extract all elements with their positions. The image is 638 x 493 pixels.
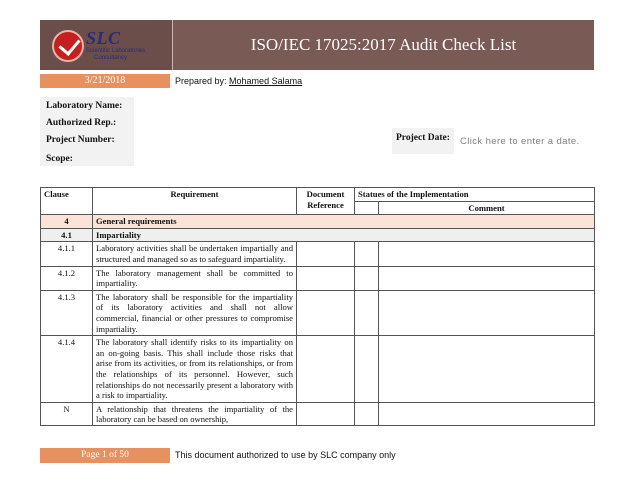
row-status[interactable] xyxy=(355,242,379,266)
table-row xyxy=(41,290,595,335)
project-date-field[interactable]: Click here to enter a date. xyxy=(460,136,580,147)
project-number-label: Project Number: xyxy=(46,135,115,145)
row-document-reference[interactable] xyxy=(297,242,355,266)
row-requirement: The laboratory shall identify risks to its impartiality on an on-going basis. This shall include those risks that arise from its activities, or from its relationships, or from the relationships of its personnel. However, such relationships do not necessarily present a laboratory with a risk to impartiality. xyxy=(93,336,297,403)
lab-info-labels xyxy=(40,97,134,166)
row-status[interactable] xyxy=(355,290,379,335)
row-clause: 4.1.3 xyxy=(41,290,93,335)
row-requirement: The laboratory shall be responsible for the impartiality of its laboratory activities and shall not allow commercial, financial or other pressures to compromise impartiality. xyxy=(93,290,297,335)
row-requirement xyxy=(93,402,297,425)
status-header: Statues of the Implementation xyxy=(355,188,595,202)
audit-checklist-table xyxy=(40,187,595,426)
row-status[interactable] xyxy=(355,336,379,403)
check-seal-icon xyxy=(52,30,84,62)
row-status[interactable] xyxy=(355,402,379,425)
table-row xyxy=(41,242,595,266)
row-requirement: Laboratory activities shall be undertaken impartially and structured and managed so as to safeguard impartiality. xyxy=(93,242,297,266)
row-requirement-text: A relationship that threatens the impartiality of the laboratory can be based on ownership, xyxy=(96,403,293,424)
document-title: ISO/IEC 17025:2017 Audit Check List xyxy=(250,35,517,54)
table-header-row xyxy=(41,188,595,202)
row-clause: 4.1.2 xyxy=(41,266,93,290)
clause-header: Clause xyxy=(41,188,93,215)
document-reference-header: Document Reference xyxy=(297,188,355,215)
prepared-by: Prepared by: Mohamed Salama xyxy=(172,74,594,88)
logo-text: SLC xyxy=(86,28,121,48)
comment-header: Comment xyxy=(379,201,595,215)
document-date: 3/21/2018 xyxy=(40,74,170,88)
company-logo xyxy=(50,26,148,66)
row-clause: 4.1.4 xyxy=(41,336,93,403)
row-document-reference[interactable] xyxy=(297,290,355,335)
row-comment[interactable] xyxy=(379,242,595,266)
row-comment[interactable] xyxy=(379,266,595,290)
usage-notice: This document authorized to use by SLC company only xyxy=(172,448,594,463)
requirement-header: Requirement xyxy=(93,188,297,215)
section-title: General requirements xyxy=(93,215,595,229)
row-status[interactable] xyxy=(355,266,379,290)
subsection-row xyxy=(41,228,595,242)
page-number: Page 1 of 50 xyxy=(40,448,170,463)
table-row xyxy=(41,266,595,290)
laboratory-name-label: Laboratory Name: xyxy=(46,101,123,111)
logo-subtitle: Scientific Laboratories Consultancy xyxy=(86,48,146,61)
row-comment[interactable] xyxy=(379,290,595,335)
subsection-title: Impartiality xyxy=(93,228,595,242)
row-comment[interactable] xyxy=(379,402,595,425)
section-clause: 4 xyxy=(41,215,93,229)
project-date-label: Project Date: xyxy=(392,128,454,154)
section-row xyxy=(41,215,595,229)
row-document-reference[interactable] xyxy=(297,266,355,290)
table-row xyxy=(41,336,595,403)
row-requirement: The laboratory management shall be committed to impartiality. xyxy=(93,266,297,290)
row-clause: N xyxy=(41,402,93,425)
prepared-by-name: Mohamed Salama xyxy=(229,76,303,86)
subsection-clause: 4.1 xyxy=(41,228,93,242)
status-cell-header xyxy=(355,201,379,215)
table-row xyxy=(41,402,595,425)
scope-label: Scope: xyxy=(46,154,73,164)
row-document-reference[interactable] xyxy=(297,336,355,403)
row-clause: 4.1.1 xyxy=(41,242,93,266)
authorized-rep-label: Authorized Rep.: xyxy=(46,118,117,128)
row-comment[interactable] xyxy=(379,336,595,403)
row-document-reference[interactable] xyxy=(297,402,355,425)
